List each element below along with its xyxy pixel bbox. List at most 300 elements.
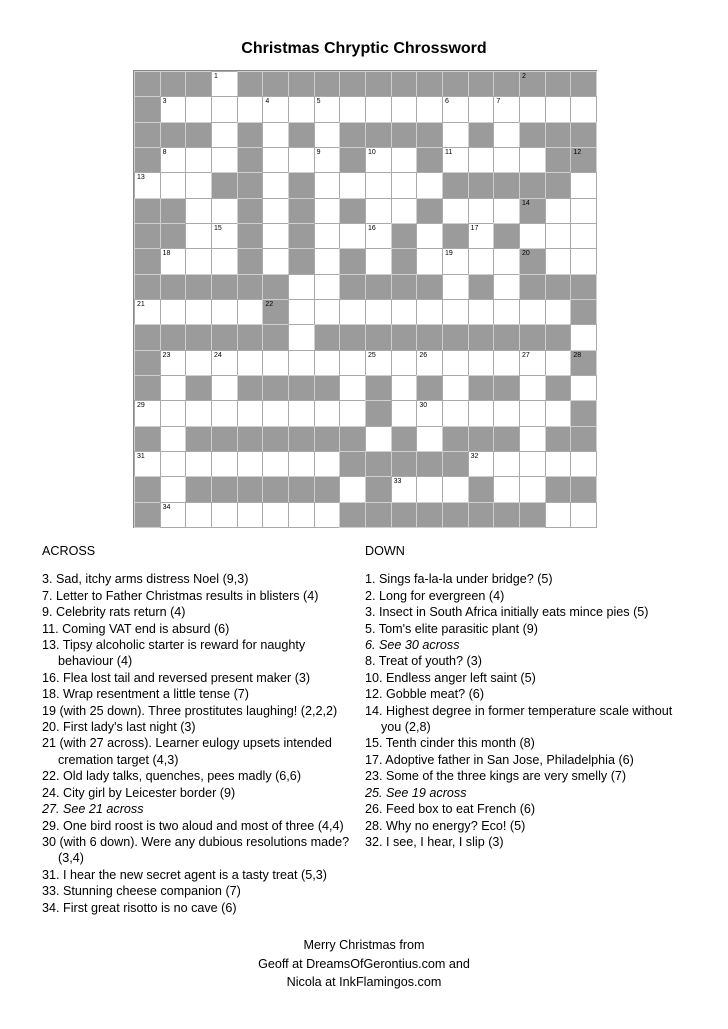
grid-cell[interactable] (519, 96, 546, 122)
down-clue: 15. Tenth cinder this month (8) (365, 736, 535, 751)
grid-cell[interactable] (288, 96, 315, 122)
clue-number: 4 (265, 98, 270, 106)
grid-cell-black (339, 324, 366, 350)
grid-cell-black (262, 476, 289, 502)
grid-cell[interactable] (545, 248, 572, 274)
crossword-grid (133, 70, 597, 528)
grid-cell[interactable] (493, 147, 520, 173)
grid-cell-black (339, 451, 366, 477)
grid-cell[interactable] (519, 451, 546, 477)
grid-cell[interactable] (314, 350, 341, 376)
grid-cell-black (288, 122, 315, 148)
grid-cell-black (314, 476, 341, 502)
grid-cell[interactable] (570, 451, 597, 477)
grid-cell[interactable] (442, 147, 469, 173)
grid-cell[interactable] (519, 375, 546, 401)
grid-cell-black (288, 172, 315, 198)
clue-number: 2 (522, 73, 526, 80)
grid-cell[interactable] (545, 400, 572, 426)
grid-cell-black (416, 274, 443, 300)
grid-cell[interactable] (570, 172, 597, 198)
grid-cell-black (416, 147, 443, 173)
grid-cell[interactable] (185, 172, 212, 198)
grid-cell[interactable] (185, 451, 212, 477)
grid-cell[interactable] (237, 96, 264, 122)
grid-cell[interactable] (519, 350, 546, 376)
grid-cell[interactable] (570, 502, 597, 528)
grid-cell[interactable] (570, 324, 597, 350)
grid-cell[interactable] (545, 451, 572, 477)
clue-number: 33 (393, 478, 402, 486)
grid-cell[interactable] (262, 122, 289, 148)
grid-cell[interactable] (262, 502, 289, 528)
grid-cell[interactable] (416, 172, 443, 198)
grid-cell[interactable] (545, 502, 572, 528)
grid-cell[interactable] (570, 375, 597, 401)
grid-cell[interactable] (468, 147, 495, 173)
grid-cell-black (134, 147, 161, 173)
grid-cell[interactable] (416, 426, 443, 452)
grid-cell[interactable] (468, 400, 495, 426)
grid-cell[interactable] (442, 375, 469, 401)
clue-number: 14 (522, 199, 530, 207)
grid-cell[interactable] (160, 248, 187, 274)
grid-cell-black (570, 476, 597, 502)
grid-cell-black (468, 426, 495, 452)
grid-cell[interactable] (288, 299, 315, 325)
grid-cell[interactable] (391, 476, 418, 502)
grid-cell-black (237, 324, 264, 350)
grid-cell[interactable] (262, 172, 289, 198)
grid-cell[interactable] (314, 198, 341, 224)
down-clue: 8. Treat of youth? (3) (365, 654, 482, 669)
grid-cell-black (160, 274, 187, 300)
grid-cell[interactable] (391, 400, 418, 426)
grid-cell[interactable] (365, 299, 392, 325)
grid-cell[interactable] (365, 223, 392, 249)
grid-cell[interactable] (314, 274, 341, 300)
grid-cell[interactable] (262, 198, 289, 224)
grid-cell-black (391, 274, 418, 300)
grid-cell[interactable] (314, 96, 341, 122)
grid-cell[interactable] (288, 400, 315, 426)
grid-cell-black (391, 451, 418, 477)
grid-cell[interactable] (185, 400, 212, 426)
grid-cell[interactable] (160, 350, 187, 376)
grid-cell[interactable] (442, 122, 469, 148)
grid-cell[interactable] (211, 350, 238, 376)
grid-cell-black (237, 426, 264, 452)
grid-cell[interactable] (211, 122, 238, 148)
grid-cell[interactable] (160, 426, 187, 452)
grid-cell[interactable] (314, 147, 341, 173)
grid-cell[interactable] (211, 96, 238, 122)
page-title: Christmas Chryptic Chrossword (241, 40, 487, 57)
grid-cell[interactable] (365, 198, 392, 224)
grid-cell-black (442, 223, 469, 249)
grid-cell[interactable] (493, 198, 520, 224)
across-clue: 31. I hear the new secret agent is a tasty treat (5,3) (42, 867, 327, 882)
grid-cell[interactable] (391, 299, 418, 325)
grid-cell[interactable] (416, 476, 443, 502)
grid-cell[interactable] (570, 248, 597, 274)
grid-cell[interactable] (185, 350, 212, 376)
grid-cell[interactable] (185, 147, 212, 173)
grid-cell[interactable] (211, 502, 238, 528)
grid-cell[interactable] (493, 451, 520, 477)
grid-cell[interactable] (160, 451, 187, 477)
grid-cell-black (288, 248, 315, 274)
grid-cell[interactable] (185, 96, 212, 122)
grid-cell[interactable] (211, 147, 238, 173)
grid-cell[interactable] (185, 502, 212, 528)
across-clue: 11. Coming VAT end is absurd (6) (42, 621, 230, 636)
grid-cell-black (570, 299, 597, 325)
footer-line: Geoff at DreamsOfGerontius.com and (258, 956, 470, 971)
clue-number: 18 (162, 250, 171, 258)
grid-cell-black (211, 172, 238, 198)
grid-cell[interactable] (160, 400, 187, 426)
grid-cell-black (288, 223, 315, 249)
grid-cell[interactable] (339, 350, 366, 376)
grid-cell[interactable] (570, 198, 597, 224)
grid-cell[interactable] (211, 71, 238, 97)
grid-cell[interactable] (365, 172, 392, 198)
grid-cell[interactable] (288, 350, 315, 376)
grid-cell-black (339, 274, 366, 300)
grid-cell-black (442, 502, 469, 528)
grid-cell-black (160, 122, 187, 148)
grid-cell[interactable] (545, 223, 572, 249)
clue-number: 3 (162, 98, 167, 106)
grid-cell-black (365, 451, 392, 477)
grid-cell-black (365, 375, 392, 401)
grid-cell[interactable] (365, 248, 392, 274)
grid-cell[interactable] (442, 96, 469, 122)
grid-cell-black (339, 71, 366, 97)
grid-cell-black (134, 96, 161, 122)
grid-cell-black (545, 147, 572, 173)
grid-cell[interactable] (493, 274, 520, 300)
grid-cell-black (493, 324, 520, 350)
grid-cell[interactable] (211, 375, 238, 401)
grid-cell[interactable] (416, 248, 443, 274)
grid-cell[interactable] (570, 223, 597, 249)
grid-cell[interactable] (339, 375, 366, 401)
grid-cell[interactable] (314, 400, 341, 426)
grid-cell-black (185, 426, 212, 452)
grid-cell-black (570, 350, 597, 376)
grid-cell[interactable] (391, 96, 418, 122)
grid-cell[interactable] (211, 451, 238, 477)
grid-cell-black (416, 71, 443, 97)
grid-cell-black (468, 274, 495, 300)
grid-cell[interactable] (237, 451, 264, 477)
grid-cell[interactable] (545, 198, 572, 224)
grid-cell[interactable] (288, 274, 315, 300)
grid-cell[interactable] (442, 476, 469, 502)
grid-cell-black (391, 122, 418, 148)
across-clue: 3. Sad, itchy arms distress Noel (9,3) (42, 572, 249, 587)
grid-cell[interactable] (416, 223, 443, 249)
grid-cell[interactable] (134, 299, 161, 325)
grid-cell[interactable] (160, 502, 187, 528)
grid-cell[interactable] (262, 451, 289, 477)
clue-number: 9 (316, 149, 321, 156)
grid-cell[interactable] (237, 502, 264, 528)
grid-cell[interactable] (519, 400, 546, 426)
grid-cell[interactable] (262, 400, 289, 426)
clue-number: 28 (573, 351, 582, 359)
grid-cell[interactable] (519, 476, 546, 502)
grid-cell-black (365, 502, 392, 528)
grid-cell-black (468, 172, 495, 198)
clue-number: 11 (445, 149, 453, 156)
grid-cell[interactable] (160, 96, 187, 122)
grid-cell-black (468, 502, 495, 528)
grid-cell-black (519, 274, 546, 300)
grid-cell[interactable] (339, 476, 366, 502)
grid-cell-black (134, 476, 161, 502)
grid-cell[interactable] (365, 96, 392, 122)
grid-cell[interactable] (185, 198, 212, 224)
grid-cell[interactable] (160, 476, 187, 502)
grid-cell[interactable] (519, 426, 546, 452)
grid-cell[interactable] (288, 324, 315, 350)
grid-cell[interactable] (211, 198, 238, 224)
grid-cell-black (262, 375, 289, 401)
grid-cell[interactable] (314, 299, 341, 325)
grid-cell-black (288, 198, 315, 224)
grid-cell[interactable] (185, 248, 212, 274)
down-clue: 1. Sings fa-la-la under bridge? (5) (365, 572, 553, 587)
grid-cell-black (493, 375, 520, 401)
grid-cell-black (134, 71, 161, 97)
grid-cell[interactable] (339, 400, 366, 426)
grid-cell[interactable] (262, 223, 289, 249)
across-clues (42, 543, 362, 916)
grid-cell[interactable] (160, 299, 187, 325)
grid-cell-black (570, 122, 597, 148)
grid-cell[interactable] (211, 299, 238, 325)
grid-cell-black (288, 375, 315, 401)
grid-cell-black (468, 476, 495, 502)
grid-cell[interactable] (262, 96, 289, 122)
grid-cell[interactable] (365, 147, 392, 173)
across-clue: 21 (with 27 across). Learner eulogy upsets intended cremation target (4,3) (42, 736, 332, 767)
grid-cell[interactable] (134, 172, 161, 198)
grid-cell[interactable] (468, 198, 495, 224)
grid-cell[interactable] (288, 502, 315, 528)
grid-cell-black (468, 122, 495, 148)
grid-cell-black (134, 223, 161, 249)
down-clue: 25. See 19 across (365, 785, 467, 800)
down-clue: 23. Some of the three kings are very smelly (7) (365, 769, 627, 784)
grid-cell[interactable] (237, 299, 264, 325)
grid-cell-black (545, 71, 572, 97)
grid-cell-black (237, 71, 264, 97)
grid-cell[interactable] (339, 172, 366, 198)
grid-cell-black (185, 274, 212, 300)
clue-number: 22 (265, 301, 274, 308)
grid-cell-black (442, 324, 469, 350)
grid-cell[interactable] (211, 400, 238, 426)
grid-cell[interactable] (314, 248, 341, 274)
grid-cell[interactable] (391, 172, 418, 198)
grid-cell[interactable] (391, 198, 418, 224)
grid-cell[interactable] (134, 400, 161, 426)
grid-cell[interactable] (365, 426, 392, 452)
grid-cell[interactable] (468, 350, 495, 376)
clue-number: 20 (522, 250, 530, 258)
grid-cell[interactable] (442, 248, 469, 274)
grid-cell-black (545, 172, 572, 198)
grid-cell[interactable] (160, 172, 187, 198)
grid-cell[interactable] (288, 451, 315, 477)
clue-number: 32 (470, 453, 479, 460)
clue-number: 24 (214, 351, 222, 359)
grid-cell[interactable] (416, 299, 443, 325)
clue-number: 27 (522, 351, 530, 359)
grid-cell-black (185, 71, 212, 97)
grid-cell[interactable] (365, 350, 392, 376)
grid-cell[interactable] (570, 96, 597, 122)
clue-number: 23 (162, 351, 171, 359)
grid-cell[interactable] (416, 96, 443, 122)
grid-cell-black (160, 198, 187, 224)
grid-cell[interactable] (237, 400, 264, 426)
grid-cell-black (339, 122, 366, 148)
grid-cell[interactable] (211, 248, 238, 274)
grid-cell[interactable] (493, 350, 520, 376)
clue-number: 6 (445, 98, 449, 106)
grid-cell[interactable] (468, 451, 495, 477)
grid-cell-black (468, 324, 495, 350)
across-clue: 30 (with 6 down). Were any dubious resolutions made? (3,4) (42, 834, 350, 866)
grid-cell-black (416, 324, 443, 350)
grid-cell-black (493, 172, 520, 198)
grid-cell[interactable] (442, 350, 469, 376)
down-clue: 28. Why no energy? Eco! (5) (365, 818, 526, 833)
grid-cell[interactable] (339, 96, 366, 122)
grid-cell[interactable] (493, 299, 520, 325)
grid-cell[interactable] (314, 502, 341, 528)
grid-cell[interactable] (519, 223, 546, 249)
grid-cell-black (134, 122, 161, 148)
grid-cell[interactable] (237, 350, 264, 376)
grid-cell[interactable] (468, 299, 495, 325)
grid-cell[interactable] (262, 248, 289, 274)
grid-cell-black (468, 375, 495, 401)
grid-cell-black (134, 248, 161, 274)
grid-cell[interactable] (493, 96, 520, 122)
clue-number: 10 (368, 149, 376, 156)
grid-cell[interactable] (185, 299, 212, 325)
grid-cell[interactable] (519, 299, 546, 325)
grid-cell[interactable] (314, 451, 341, 477)
grid-cell-black (237, 147, 264, 173)
across-clue: 13. Tipsy alcoholic starter is reward for naughty behaviour (4) (42, 638, 306, 669)
grid-cell[interactable] (262, 147, 289, 173)
grid-cell-black (416, 375, 443, 401)
grid-cell[interactable] (416, 400, 443, 426)
grid-cell[interactable] (211, 223, 238, 249)
grid-cell-black (391, 248, 418, 274)
down-clues (365, 543, 695, 850)
grid-cell-black (237, 248, 264, 274)
grid-cell[interactable] (442, 299, 469, 325)
grid-cell[interactable] (442, 400, 469, 426)
grid-cell-black (134, 502, 161, 528)
grid-cell-black (211, 426, 238, 452)
across-heading: ACROSS (42, 544, 96, 558)
grid-cell[interactable] (442, 274, 469, 300)
across-clue: 22. Old lady talks, quenches, pees madly (6,6) (42, 769, 302, 784)
grid-cell[interactable] (185, 223, 212, 249)
grid-cell-black (493, 502, 520, 528)
grid-cell[interactable] (493, 400, 520, 426)
down-clue: 10. Endless anger left saint (5) (365, 670, 536, 685)
grid-cell-black (416, 198, 443, 224)
grid-cell-black (314, 426, 341, 452)
grid-cell[interactable] (288, 147, 315, 173)
grid-cell-black (134, 426, 161, 452)
grid-cell-black (160, 223, 187, 249)
grid-cell[interactable] (160, 147, 187, 173)
grid-cell[interactable] (314, 223, 341, 249)
grid-cell-black (442, 71, 469, 97)
grid-cell[interactable] (314, 122, 341, 148)
clue-number: 25 (368, 351, 376, 359)
grid-cell-black (185, 375, 212, 401)
grid-cell[interactable] (314, 172, 341, 198)
grid-cell-black (237, 172, 264, 198)
grid-cell-black (237, 223, 264, 249)
grid-cell-black (262, 299, 289, 325)
across-clue: 19 (with 25 down). Three prostitutes laughing! (2,2,2) (42, 703, 338, 718)
grid-cell[interactable] (160, 375, 187, 401)
clue-number: 17 (470, 225, 479, 232)
grid-cell[interactable] (493, 476, 520, 502)
grid-cell[interactable] (545, 350, 572, 376)
grid-cell-black (519, 172, 546, 198)
grid-cell[interactable] (262, 350, 289, 376)
grid-cell-black (185, 476, 212, 502)
grid-cell[interactable] (416, 350, 443, 376)
grid-cell[interactable] (493, 122, 520, 148)
grid-cell[interactable] (391, 350, 418, 376)
grid-cell[interactable] (545, 299, 572, 325)
grid-cell[interactable] (134, 451, 161, 477)
grid-cell-black (262, 324, 289, 350)
across-clue: 16. Flea lost tail and reversed present maker (3) (42, 670, 311, 685)
grid-cell[interactable] (493, 248, 520, 274)
grid-cell[interactable] (468, 223, 495, 249)
grid-cell[interactable] (519, 147, 546, 173)
grid-cell[interactable] (442, 198, 469, 224)
grid-cell[interactable] (391, 375, 418, 401)
grid-cell[interactable] (468, 248, 495, 274)
grid-cell-black (519, 122, 546, 148)
grid-cell-black (314, 375, 341, 401)
grid-cell[interactable] (468, 96, 495, 122)
grid-cell[interactable] (391, 147, 418, 173)
grid-cell[interactable] (339, 299, 366, 325)
grid-cell-black (288, 426, 315, 452)
grid-cell[interactable] (339, 223, 366, 249)
grid-cell[interactable] (545, 96, 572, 122)
grid-cell-black (211, 324, 238, 350)
